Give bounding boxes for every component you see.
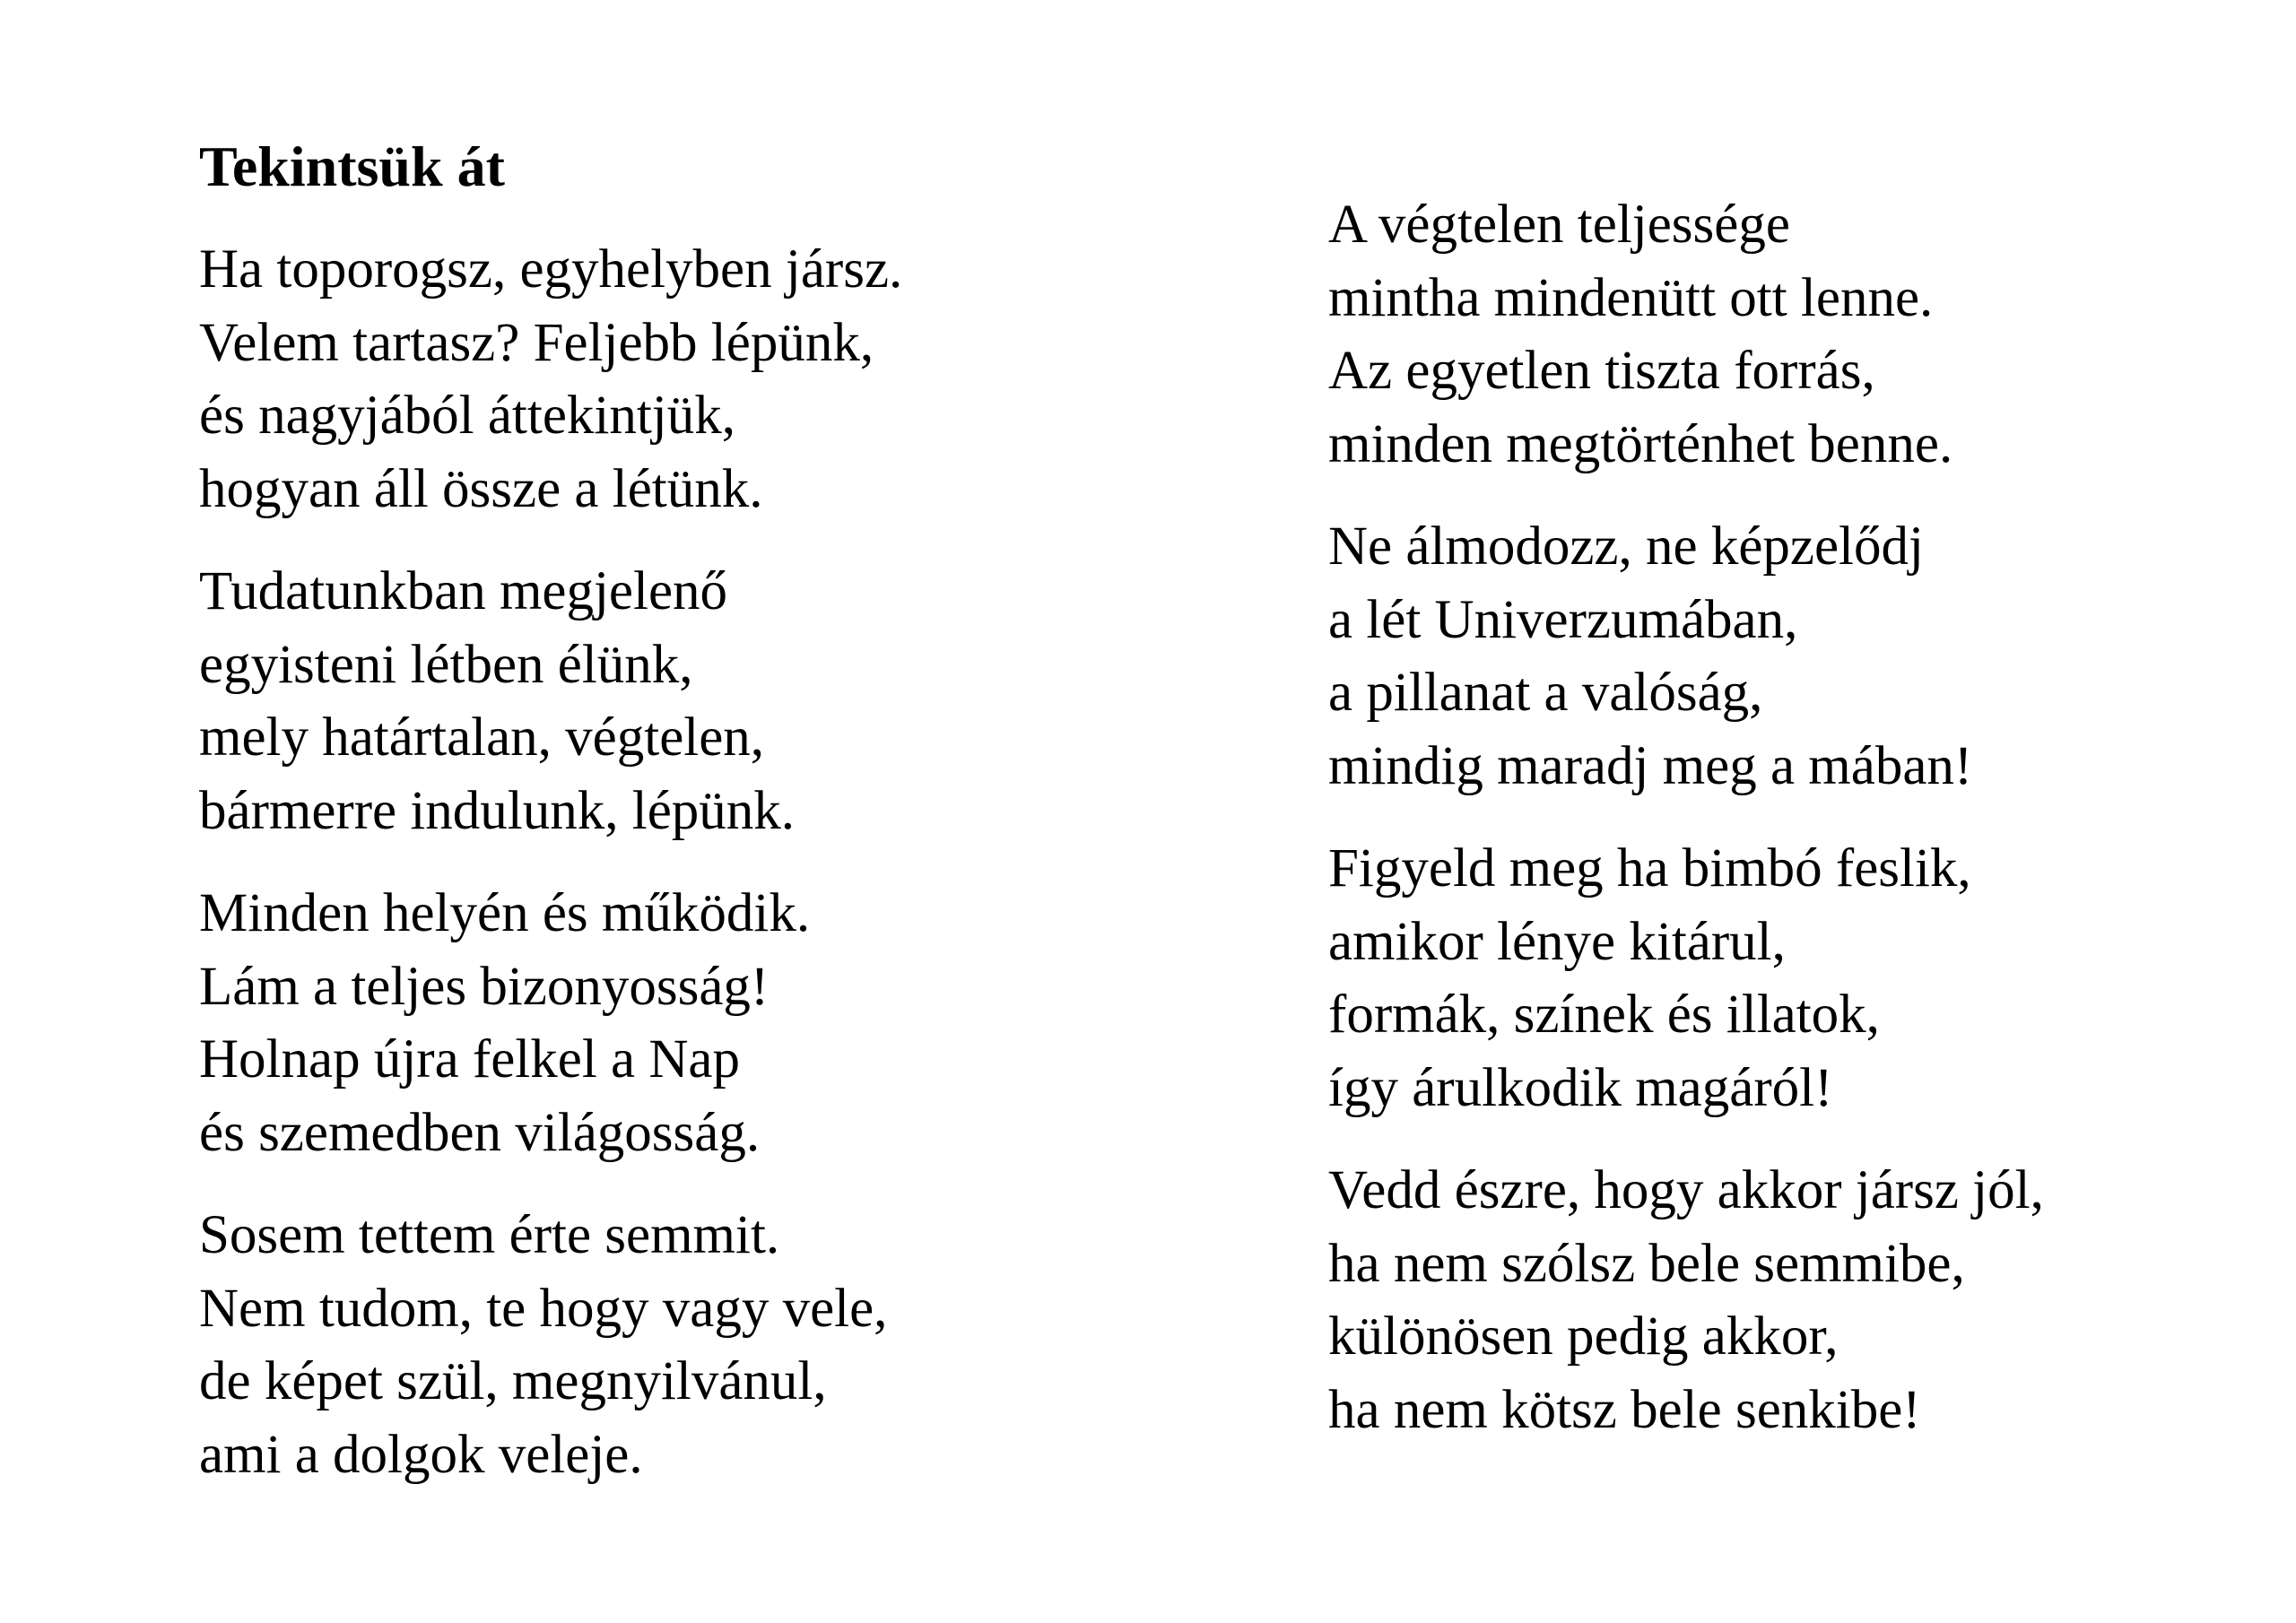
poem-line: Figyeld meg ha bimbó feslik, [1328,838,1971,898]
poem-line: Minden helyén és működik. [199,883,811,943]
poem-line: amikor lénye kitárul, [1328,911,1786,972]
poem-line: Ha toporogsz, egyhelyben jársz. [199,239,903,299]
stanza-7 [1328,832,2225,1124]
poem-line: de képet szül, megnyilvánul, [199,1351,827,1411]
poem-line: Nem tudom, te hogy vagy vele, [199,1278,888,1339]
poem-line: és nagyjából áttekintjük, [199,386,735,446]
poem-line: formák, színek és illatok, [1328,985,1880,1045]
poem-line: így árulkodik magáról! [1328,1057,1833,1118]
poem-line: A végtelen teljessége [1328,195,1790,255]
poem-line: ami a dolgok veleje. [199,1424,643,1485]
poem-line: Vedd észre, hogy akkor jársz jól, [1328,1160,2044,1220]
poem-line: mintha mindenütt ott lenne. [1328,267,1934,328]
poem-line: mely határtalan, végtelen, [199,707,765,768]
stanza-1 [199,233,1096,525]
poem-line: különösen pedig akkor, [1328,1306,1839,1367]
poem-line: Velem tartasz? Feljebb lépünk, [199,312,874,373]
stanza-5 [1328,188,2225,481]
poem-line: Ne álmodozz, ne képzelődj [1328,516,1924,577]
right-column [1328,188,2225,1476]
poem-line: egyisteni létben élünk, [199,634,693,695]
poem-line: ha nem kötsz bele senkibe! [1328,1379,1921,1440]
poem-line: minden megtörténhet benne. [1328,413,1953,474]
stanza-6 [1328,510,2225,803]
stanza-2 [199,555,1096,847]
stanza-8 [1328,1154,2225,1446]
poem-title: Tekintsük át [199,135,505,198]
poem-line: Sosem tettem érte semmit. [199,1205,780,1265]
poem-line: mindig maradj meg a mában! [1328,735,1973,796]
stanza-3 [199,877,1096,1169]
left-column [199,131,1096,1521]
poem-line: a lét Univerzumában, [1328,589,1798,650]
poem-line: hogyan áll össze a létünk. [199,458,763,519]
stanza-4 [199,1199,1096,1491]
poem-line: Holnap újra felkel a Nap [199,1029,740,1089]
poem-line: Lám a teljes bizonyosság! [199,956,770,1017]
poem-line: Tudatunkban megjelenő [199,561,728,621]
poem-line: és szemedben világosság. [199,1102,761,1163]
poem-line: ha nem szólsz bele semmibe, [1328,1233,1965,1294]
poem-line: bármerre indulunk, lépünk. [199,780,796,841]
poem-line: Az egyetlen tiszta forrás, [1328,341,1875,401]
poem-line: a pillanat a valóság, [1328,663,1763,723]
